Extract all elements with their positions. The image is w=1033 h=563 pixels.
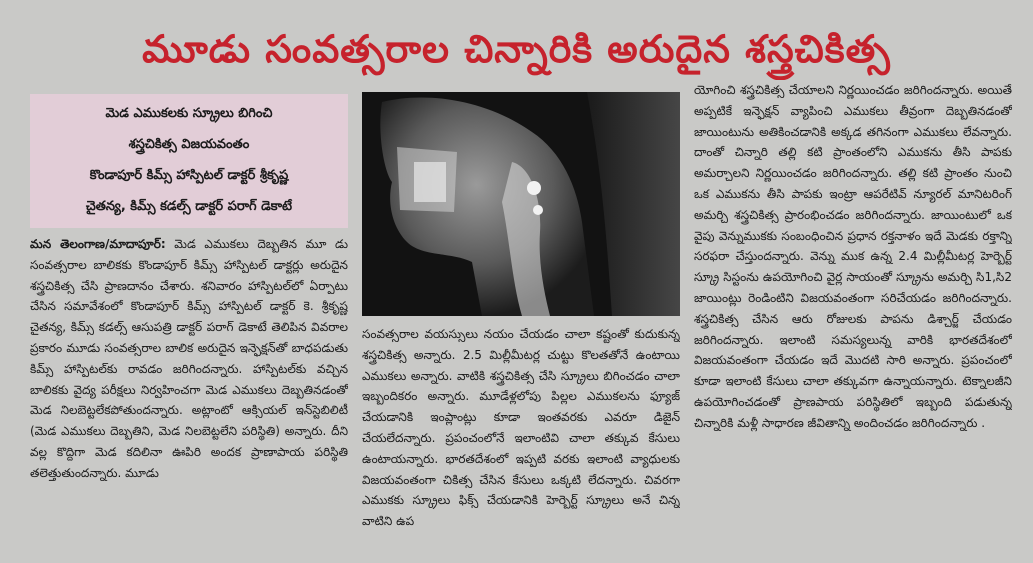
- subheading-box: [30, 94, 348, 228]
- subheading-line: చైతన్య, కిమ్స్ కడల్స్ డాక్టర్ పరాగ్ డెకాటే: [85, 199, 293, 214]
- xray-photo: [362, 92, 680, 316]
- xray-image: [362, 92, 680, 316]
- subheading-line: మెడ ఎముకలకు స్క్రూలు బిగించి: [105, 106, 273, 121]
- column-2-text: సంవత్సరాల వయస్సులు నయం చేయడం చాలా కష్టంతో కుదుకున్న శస్త్రచికిత్స అన్నారు. 2.5 మిల్లీమీటర్ల చుట్టు కొలతతోనే ఉంటాయి ఎముకలు అన్నారు. వాటికి శస్త్రచికిత్స చేసి స్క్రూలు బిగించడం చాలా ఇబ్బందికరం అన్నారు. మూడేళ్లలోపు పిల్లల ఎముకలను ఫ్యూజ్ చేయడానికి ఇంప్లాంట్లు కూడా ఇంతవరకు ఎవరూ డిజైన్ చేయలేదన్నారు. ప్రపంచంలోనే ఇలాంటివి చాలా తక్కువ కేసులు ఉంటాయన్నారు. భారతదేశంలో ఇప్పటి వరకు ఇలాంటి వ్యాధులకు విజయవంతంగా చికిత్స చేసిన కేసులు ఒక్కటి లేదన్నారు. చివరగా ఎముకకు స్క్రూలు ఫిక్స్ చేయడానికి హెర్బెర్ట్ స్క్రూలు అనే చిన్న వాటిని ఉప: [362, 327, 680, 529]
- article-paragraph: [30, 234, 348, 484]
- subheading-line: కొండాపూర్ కిమ్స్ హాస్పిటల్ డాక్టర్ శ్రీకృష్ణ: [89, 168, 289, 183]
- article-column-3: [694, 80, 1012, 550]
- column-1-text: మెడ ఎముకలు దెబ్బతిన మూ డు సంవత్సరాల బాలికకు కొండాపూర్ కిమ్స్ హాస్పిటల్ డాక్టర్లు అరుదైన శస్త్రచికిత్స చేసి ప్రాణదానం చేశారు. శనివారం హాస్పిటల్‌లో ఏర్పాటు చేసిన సమావేశంలో కొండాపూర్ కిమ్స్ హాస్పిటల్ డాక్టర్ కె. శ్రీకృష్ణ చైతన్య, కిమ్స్ కడల్స్ ఆసుపత్రి డాక్టర్ పరాగ్ డెకాటే తెలిపిన వివరాల ప్రకారం మూడు సంవత్సరాల బాలిక అరుదైన ఇన్ఫెక్షన్‌తో బాధపడుతు కిమ్స్ హాస్పిటల్‌కు రావడం జరిగిందన్నారు. హాస్పిటల్‌కు వచ్చిన బాలికకు వైద్య పరీక్షలు నిర్వహించగా మెడ ఎముకలు దెబ్బతినడంతో మెడ నిలబెట్టలేకపోతుందన్నారు. అట్లాంటో ఆక్సియల్ ఇన్‌స్టెబిలిటీ (మెడ ఎముకలు దెబ్బతిని, మెడ నిలబెట్టలేని పరిస్థితి) అన్నారు. దీని వల్ల కొద్దిగా మెడ కదిలినా ఊపిరి అందక ప్రాణాపాయ పరిస్థితి తలెత్తుతుందన్నారు. మూడు: [30, 237, 348, 480]
- column-3-text: యోగించి శస్త్రచికిత్స చేయాలని నిర్ణయించడం జరిగిందన్నారు. అయితే అప్పటికే ఇన్ఫెక్షన్ వ్యాపించి ఎముకలు తీవ్రంగా దెబ్బతినడంతో జాయింటును అతికించడానికి అక్కడ తగినంగా ఎముకలు లేవన్నారు. దాంతో చిన్నారి తల్లి కటి ప్రాంతంలోని ఎముకను తీసి పాపకు అమర్చాలని నిర్ణయించడం జరిగిందన్నారు. తల్లి కటి ప్రాంతం నుంచి ఒక ఎముకను తీసి పాపకు ఇంట్రా ఆపరేటివ్ న్యూరల్ మానిటరింగ్ అమర్చి శస్త్రచికిత్స ప్రారంభించడం జరిగిందన్నారు. జాయింటులో ఒక వైపు వెన్నుముకకు సంబంధించిన ప్రధాన రక్తనాళం ఇదే మెడకు రక్తాన్ని సరఫరా చేస్తుందన్నారు. వెన్ను ముక ఉన్న 2.4 మిల్లీమీటర్ల హెర్బెర్ట్ స్క్రూ సిస్టంను ఉపయోగించి వైర్ల సాయంతో స్క్రూను అమర్చి సి1,సి2 జాయింట్లు రెండింటిని విజయవంతంగా సరిచేయడం జరిగిందన్నారు. శస్త్రచికిత్స చేసిన ఆరు రోజులకు పాపను డిశ్చార్జ్ చేయడం జరిగిందన్నారు. ఇలాంటి సమస్యలున్న వారికి భారతదేశంలో విజయవంతంగా చేయడం ఇదే మొదటి సారి అన్నారు. ప్రపంచంలో కూడా ఇలాంటి కేసులు చాలా తక్కువగా ఉన్నాయన్నారు. టెక్నాలజీని ఉపయోగించడంతో ప్రాణపాయ పరిస్థితిలో ఇబ్బంది పడుతున్న చిన్నారికి మళ్లీ సాధారణ జీవితాన్ని అందించడం జరిగిందన్నారు .: [694, 83, 1012, 430]
- headline: మూడు సంవత్సరాల చిన్నారికి అరుదైన శస్త్రచికిత్స: [142, 27, 891, 71]
- article-column-2: [362, 324, 680, 556]
- subheading-line: శస్త్రచికిత్స విజయవంతం: [128, 137, 250, 152]
- dateline: మన తెలంగాణ/మాదాపూర్:: [30, 237, 166, 251]
- article-column-1: [30, 234, 348, 554]
